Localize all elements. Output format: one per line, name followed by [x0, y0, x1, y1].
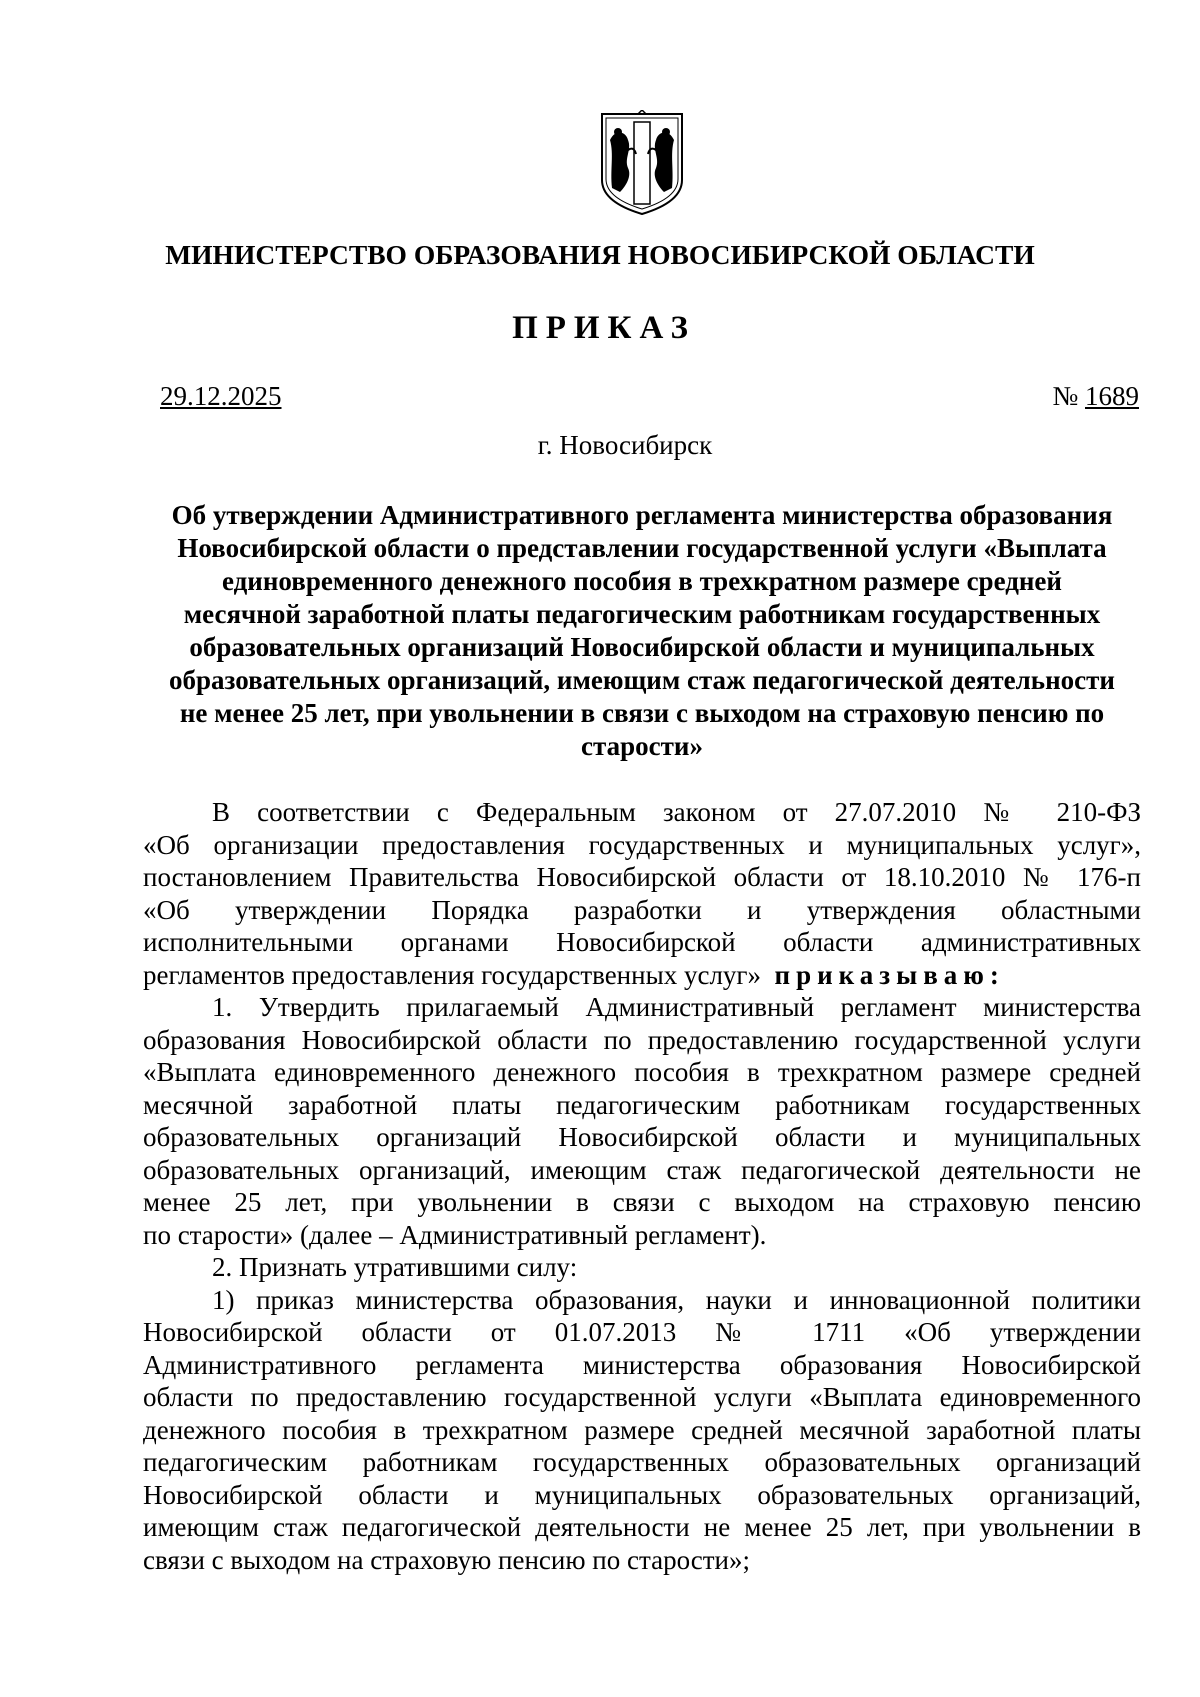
- city-name: г. Новосибирск: [537, 430, 713, 460]
- subitem1-line: Административного регламента министерства образования Новосибирской: [143, 1349, 1141, 1380]
- subject-line: месячной заработной платы педагогическим работникам государственных: [183, 599, 1101, 629]
- order-date: 29.12.2025: [160, 381, 282, 411]
- subject-line: Об утверждении Административного регламента министерства образования: [171, 500, 1113, 530]
- subject-line: старости»: [581, 731, 703, 761]
- document-type-title: ПРИКАЗ: [512, 310, 696, 346]
- preamble-text: регламентов предоставления государственных услуг»: [143, 959, 762, 990]
- subject-line: Новосибирской области о представлении государственной услуги «Выплата: [177, 533, 1107, 563]
- item1-line: 1. Утвердить прилагаемый Административный регламент министерства: [212, 992, 1141, 1022]
- number-sign: №: [1052, 381, 1079, 411]
- item1-line: менее 25 лет, при увольнении в связи с выходом на страховую пенсию: [143, 1187, 1141, 1217]
- subitem1-line: области по предоставлению государственной услуги «Выплата единовременного: [143, 1382, 1141, 1412]
- preamble-line: исполнительными органами Новосибирской области административных: [143, 927, 1141, 957]
- item1-line: образовательных организаций Новосибирской области и муниципальных: [143, 1122, 1141, 1152]
- item1-line: образовательных организаций, имеющим стаж педагогической деятельности не: [143, 1154, 1141, 1185]
- order-number: [1052, 381, 1139, 412]
- subitem1-line: педагогическим работникам государственных образовательных организаций: [143, 1447, 1141, 1477]
- coat-of-arms-emblem: [598, 110, 686, 216]
- item1-line: по старости» (далее – Административный регламент).: [143, 1219, 767, 1250]
- preamble-line: «Об организации предоставления государственных и муниципальных услуг»,: [143, 829, 1141, 860]
- item2-line: 2. Признать утратившими силу:: [212, 1252, 578, 1282]
- subitem1-line: денежного пособия в трехкратном размере средней месячной заработной платы: [143, 1414, 1141, 1445]
- number-value: 1689: [1085, 381, 1139, 411]
- subitem1-line: связи с выходом на страховую пенсию по старости»;: [143, 1544, 750, 1575]
- order-body: [143, 796, 1141, 1576]
- decree-word: приказываю:: [774, 959, 1005, 990]
- subject-line: единовременного денежного пособия в трехкратном размере средней: [222, 566, 1062, 596]
- subject-line: не менее 25 лет, при увольнении в связи с выходом на страховую пенсию по: [179, 698, 1105, 728]
- subitem1-line: Новосибирской области и муниципальных образовательных организаций,: [143, 1479, 1141, 1510]
- order-subject: [143, 499, 1141, 763]
- item1-line: «Выплата единовременного денежного пособия в трехкратном размере средней: [143, 1057, 1141, 1087]
- item1-line: образования Новосибирской области по предоставлению государственной услуги: [143, 1024, 1141, 1055]
- preamble-line: «Об утверждении Порядка разработки и утверждения областными: [143, 894, 1141, 925]
- ministry-name: МИНИСТЕРСТВО ОБРАЗОВАНИЯ НОВОСИБИРСКОЙ ОБЛАСТИ: [165, 239, 1035, 270]
- subitem1-line: Новосибирской области от 01.07.2013 № 1711 «Об утверждении: [143, 1317, 1141, 1347]
- subitem1-line: имеющим стаж педагогической деятельности не менее 25 лет, при увольнении в: [143, 1512, 1141, 1542]
- preamble-line: постановлением Правительства Новосибирской области от 18.10.2010 № 176-п: [143, 862, 1141, 892]
- subject-line: образовательных организаций, имеющим стаж педагогической деятельности: [169, 665, 1115, 695]
- subitem1-line: 1) приказ министерства образования, науки и инновационной политики: [212, 1284, 1141, 1315]
- preamble-last-line: [143, 959, 1141, 992]
- preamble-line: В соответствии с Федеральным законом от 27.07.2010 № 210-ФЗ: [212, 797, 1141, 827]
- item1-line: месячной заработной платы педагогическим работникам государственных: [143, 1089, 1141, 1120]
- subject-line: образовательных организаций Новосибирской области и муниципальных: [189, 632, 1095, 662]
